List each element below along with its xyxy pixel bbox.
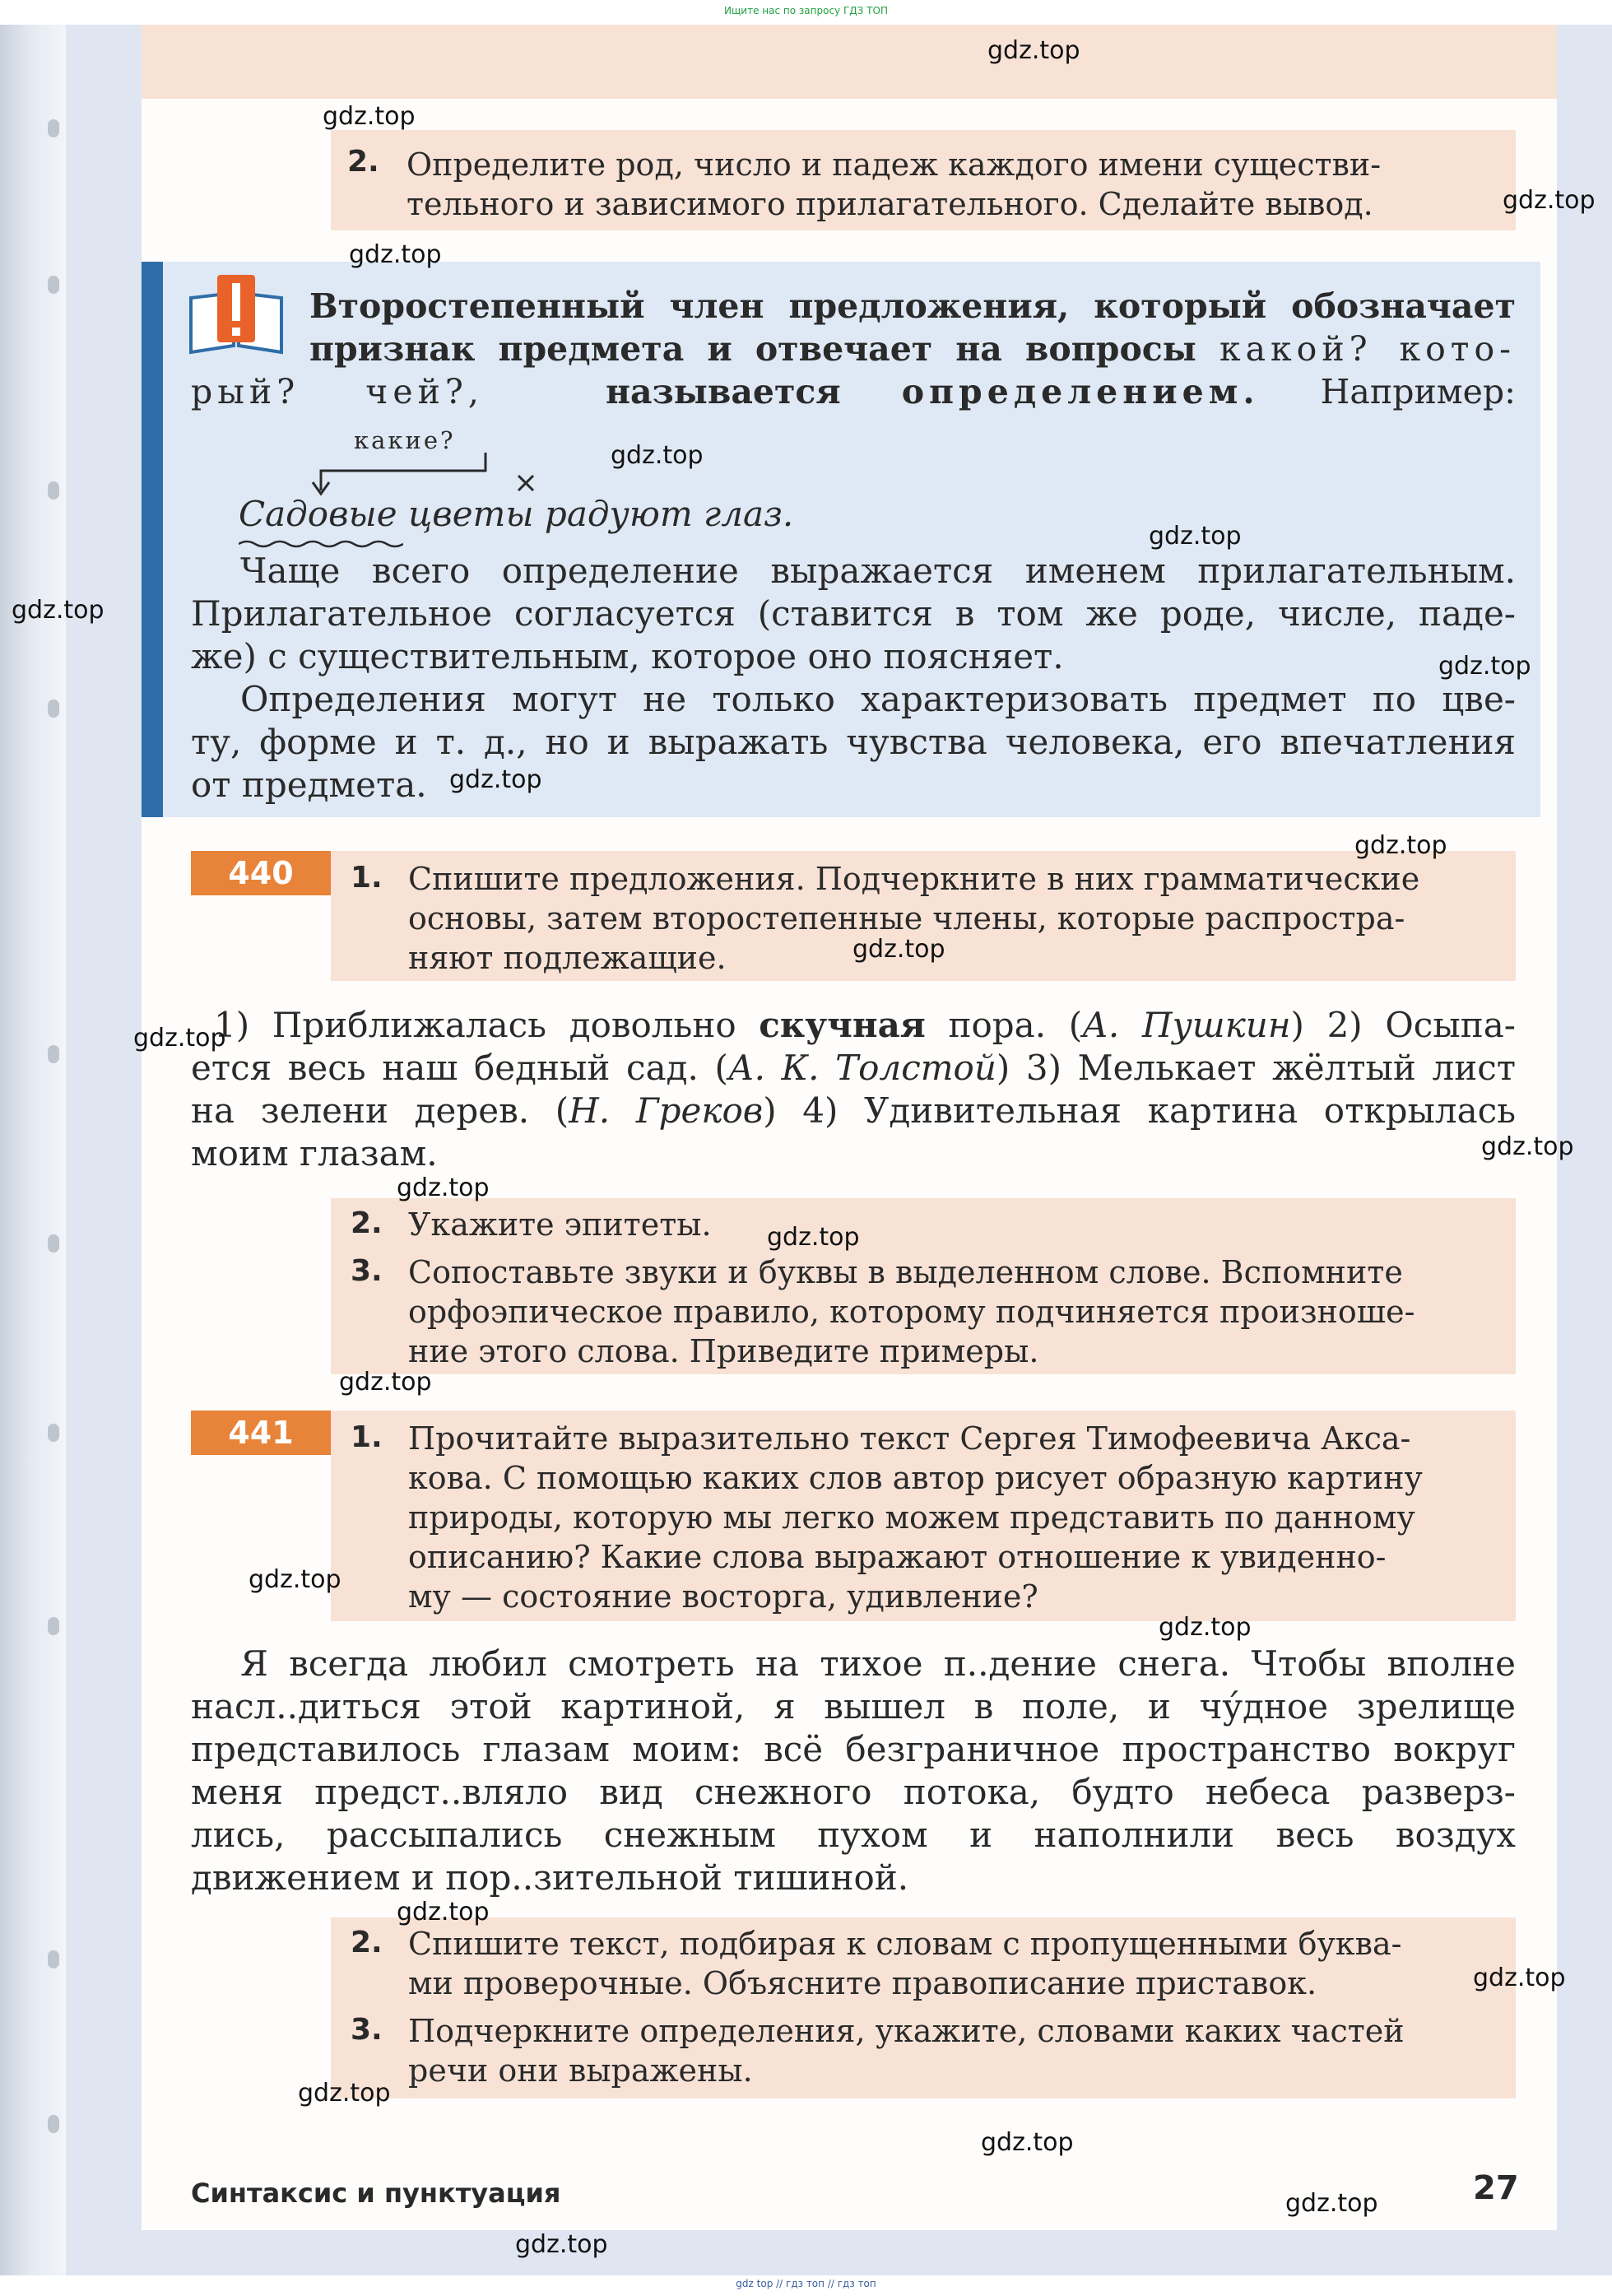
watermark: gdz.top [397,1174,490,1202]
exercise-440-text-line: на зелени дерев. (Н. Греков) 4) Удивительная картина открылась [191,1090,1516,1131]
task-line: му — состояние восторга, удивление? [408,1578,1038,1615]
task-line: описанию? Какие слова выражают отношение к увиденно- [408,1539,1387,1575]
task-number: 3. [351,1254,383,1288]
exercise-441-text-line: насл..диться этой картиной, я вышел в поле, и чу́дное зрелище [191,1686,1516,1727]
exercise-441-text-line: представилось глазам моим: всё безграничное пространство вокруг [191,1729,1516,1769]
watermark: gdz.top [133,1024,226,1053]
rule-line-3: рый? чей?, называется определением. Например: [191,372,1516,411]
binding-hole [48,1234,59,1253]
watermark: gdz.top [767,1223,860,1252]
task-line: Спишите текст, подбирая к словам с пропущенными буква- [408,1926,1402,1962]
task-line: Прочитайте выразительно текст Сергея Тимофеевича Акса- [408,1420,1411,1457]
exercise-441-badge: 441 [191,1411,331,1455]
task-number: 1. [351,1420,383,1454]
watermark: gdz.top [298,2079,391,2108]
watermark: gdz.top [249,1565,341,1594]
exercise-440-badge: 440 [191,851,331,895]
watermark: gdz.top [1473,1964,1566,1992]
rule-paragraph-2-line: от предмета. [191,765,427,805]
binding-hole [48,1950,59,1968]
rule-accent-bar [142,262,163,817]
task-line: орфоэпическое правило, которому подчиняется произноше- [408,1294,1415,1330]
example-sentence: Садовые цветы радуют глаз. [239,494,794,534]
watermark: gdz.top [1149,522,1242,551]
top-task-number: 2. [347,145,379,179]
binding-hole [48,699,59,718]
watermark: gdz.top [349,240,442,269]
watermark: gdz.top [852,935,945,964]
task-line: природы, которую мы легко можем представить по данному [408,1499,1415,1536]
question-label: какие? [354,426,456,454]
binding-hole [48,1424,59,1442]
section-footer-title: Синтаксис и пунктуация [191,2177,561,2209]
rule-paragraph-1-line: Чаще всего определение выражается именем прилагательным. [240,551,1516,591]
task-line: кова. С помощью каких слов автор рисует образную картину [408,1460,1423,1496]
top-task-line: Определите род, число и падеж каждого имени существи- [406,146,1382,183]
watermark: gdz.top [323,102,416,131]
task-line: ние этого слова. Приведите примеры. [408,1333,1039,1369]
watermark: gdz.top [515,2230,608,2259]
watermark: gdz.top [1503,186,1596,215]
watermark: gdz.top [1159,1613,1252,1642]
book-binding [0,25,66,2275]
bottom-search-link[interactable]: gdz top // гдз топ // гдз топ [736,2278,876,2289]
watermark: gdz.top [987,36,1080,65]
task-number: 3. [351,2013,383,2047]
task-number: 2. [351,1926,383,1959]
watermark: gdz.top [397,1898,490,1927]
task-line: Спишите предложения. Подчеркните в них грамматические [408,861,1420,897]
binding-hole [48,1045,59,1063]
watermark: gdz.top [339,1368,432,1397]
binding-hole [48,276,59,294]
header-band [142,25,1557,99]
top-task-line: тельного и зависимого прилагательного. Сделайте вывод. [406,186,1373,222]
exercise-441-text-line: движением и пор..зительной тишиной. [191,1857,909,1898]
task-line: Подчеркните определения, укажите, словами каких частей [408,2013,1405,2049]
page-number: 27 [1473,2169,1519,2207]
exercise-440-text-line: ется весь наш бедный сад. (А. К. Толстой) 3) Мелькает жёлтый лист [191,1048,1516,1088]
rule-line-1: Второстепенный член предложения, который обозначает [309,286,1516,326]
watermark: gdz.top [611,441,704,470]
exercise-441-text-line: лись, рассыпались снежным пухом и наполнили весь воздух [191,1815,1516,1855]
task-line: ми проверочные. Объясните правописание приставок. [408,1965,1317,2001]
watermark: gdz.top [12,596,105,625]
exercise-441-text-line: меня предст..вляло вид снежного потока, будто небеса разверз- [191,1772,1516,1812]
exercise-441-text-line: Я всегда любил смотреть на тихое п..дение снега. Чтобы вполне [240,1643,1516,1684]
task-line: Укажите эпитеты. [408,1206,712,1243]
binding-hole [48,2115,59,2133]
task-line: Сопоставьте звуки и буквы в выделенном слове. Вспомните [408,1254,1403,1290]
rule-paragraph-1-line: Прилагательное согласуется (ставится в том же роде, числе, паде- [191,593,1516,634]
exercise-440-text-line: 1) Приближалась довольно скучная пора. (А. Пушкин) 2) Осыпа- [214,1005,1516,1045]
watermark: gdz.top [449,765,542,794]
rule-line-2: признак предмета и отвечает на вопросы какой? кото- [309,329,1516,369]
top-search-link[interactable]: Ищите нас по запросу ГДЗ ТОП [724,5,888,16]
watermark: gdz.top [1354,831,1447,860]
exclamation-book-icon [188,273,285,356]
exercise-440-text-line: моим глазам. [191,1133,438,1174]
rule-paragraph-2-line: ту, форме и т. д., но и выражать чувства человека, его впечатления [191,722,1516,762]
task-line: няют подлежащие. [408,940,727,976]
watermark: gdz.top [1285,2189,1378,2218]
rule-paragraph-1-line: же) с существительным, которое оно поясняет. [191,636,1064,676]
binding-hole [48,481,59,500]
watermark: gdz.top [981,2128,1074,2157]
task-line: речи они выражены. [408,2052,753,2089]
watermark: gdz.top [1481,1132,1574,1161]
rule-paragraph-2-line: Определения могут не только характеризовать предмет по цве- [240,679,1516,719]
task-line: основы, затем второстепенные члены, которые распростра- [408,900,1405,937]
task-number: 2. [351,1206,383,1240]
watermark: gdz.top [1438,652,1531,681]
wavy-underline [239,539,403,549]
binding-hole [48,119,59,137]
binding-hole [48,1617,59,1635]
task-number: 1. [351,861,383,895]
question-arrow-diagram [306,451,553,497]
